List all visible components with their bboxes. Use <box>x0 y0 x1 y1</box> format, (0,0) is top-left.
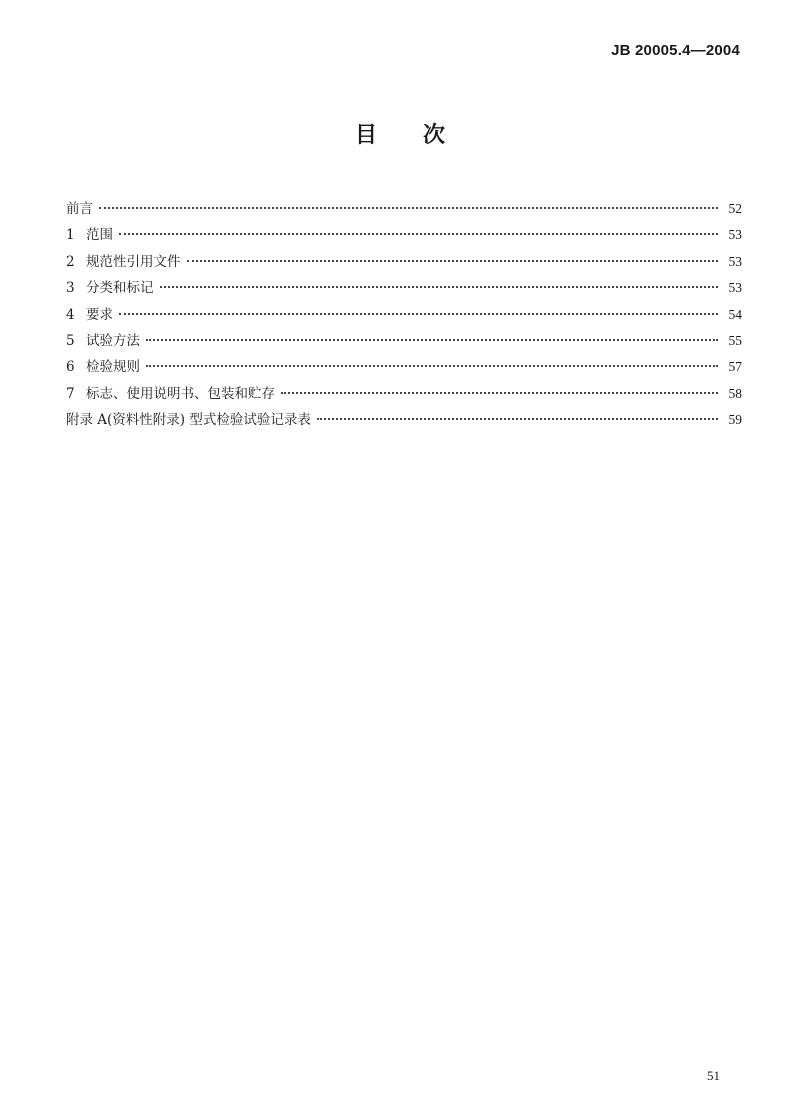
toc-entry-page: 53 <box>728 227 742 243</box>
toc-entry-text: 分类和标记 <box>86 280 154 297</box>
toc-entry-text: 标志、使用说明书、包装和贮存 <box>86 385 275 402</box>
toc-entry-number: 7 <box>66 385 75 402</box>
toc-entry-page: 53 <box>728 280 742 296</box>
toc-entry-number: 6 <box>66 359 75 376</box>
toc-entry-text: 要求 <box>86 306 113 323</box>
toc-entry-6[interactable] <box>66 354 742 380</box>
toc-entry-foreword[interactable] <box>66 196 742 222</box>
toc-leader-dots <box>146 365 718 367</box>
toc-leader-dots <box>317 418 718 420</box>
toc-entry-text: 前言 <box>66 201 93 217</box>
toc-entry-3[interactable] <box>66 275 742 301</box>
toc-list <box>66 196 742 434</box>
toc-entry-text: 附录 A(资料性附录) 型式检验试验记录表 <box>66 412 311 429</box>
toc-leader-dots <box>187 260 719 262</box>
toc-entry-page: 55 <box>728 332 742 348</box>
toc-entry-4[interactable] <box>66 302 742 328</box>
toc-entry-appendix-a[interactable] <box>66 407 742 433</box>
toc-entry-number: 5 <box>66 332 75 349</box>
toc-entry-number: 1 <box>66 227 75 244</box>
toc-entry-7[interactable] <box>66 381 742 407</box>
toc-entry-number: 2 <box>66 253 75 270</box>
toc-entry-number: 4 <box>66 306 75 323</box>
toc-entry-text: 检验规则 <box>86 359 140 376</box>
toc-entry-page: 54 <box>728 306 742 322</box>
toc-entry-text: 规范性引用文件 <box>86 253 181 270</box>
toc-leader-dots <box>160 286 719 288</box>
toc-leader-dots <box>146 339 718 341</box>
toc-entry-1[interactable] <box>66 222 742 248</box>
toc-leader-dots <box>99 207 718 209</box>
standard-code: JB 20005.4—2004 <box>611 42 740 59</box>
toc-title-char-2: 次 <box>423 123 446 148</box>
toc-entry-page: 52 <box>728 201 742 216</box>
toc-leader-dots <box>119 313 718 315</box>
toc-entry-2[interactable] <box>66 249 742 275</box>
toc-entry-page: 53 <box>728 253 742 269</box>
toc-leader-dots <box>119 233 718 235</box>
page-number: 51 <box>707 1068 720 1083</box>
toc-title <box>0 118 800 149</box>
toc-entry-page: 59 <box>728 412 742 428</box>
toc-leader-dots <box>281 392 718 394</box>
toc-entry-5[interactable] <box>66 328 742 354</box>
toc-entry-number: 3 <box>66 280 75 297</box>
toc-title-char-1: 目 <box>354 123 377 148</box>
toc-entry-page: 57 <box>728 359 742 375</box>
toc-entry-page: 58 <box>728 385 742 401</box>
toc-entry-text: 范围 <box>86 227 113 244</box>
toc-entry-text: 试验方法 <box>86 332 140 349</box>
